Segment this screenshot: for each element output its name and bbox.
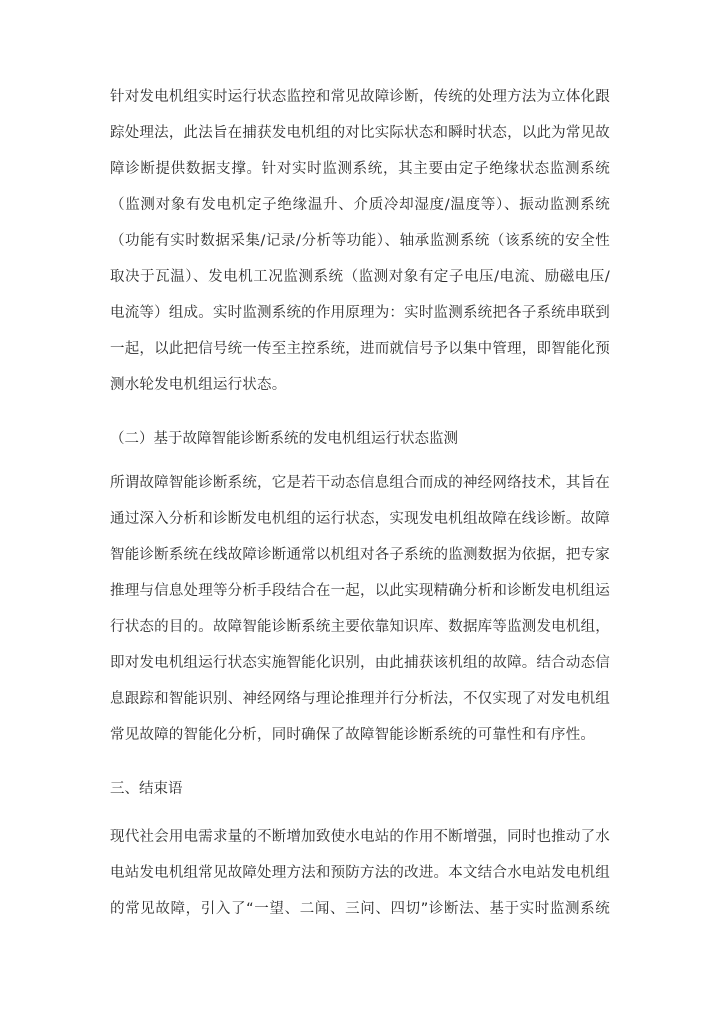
paragraph-line: 针对发电机组实时运行状态监控和常见故障诊断，传统的处理方法为立体化跟 (110, 89, 610, 105)
section-heading-conclusion: 三、结束语 (110, 781, 183, 797)
paragraph-line: 电流等）组成。实时监测系统的作用原理为：实时监测系统把各子系统串联到 (110, 305, 610, 321)
paragraph-line: 踪处理法，此法旨在捕获发电机组的对比实际状态和瞬时状态，以此为常见故 (110, 125, 610, 141)
paragraph-line: 即对发电机组运行状态实施智能化识别，由此捕获该机组的故障。结合动态信 (110, 655, 610, 671)
paragraph-line: 智能诊断系统在线故障诊断通常以机组对各子系统的监测数据为依据，把专家 (110, 547, 610, 563)
paragraph-line: 一起，以此把信号统一传至主控系统，进而就信号予以集中管理，即智能化预 (110, 341, 610, 357)
paragraph-line: 的常见故障，引入了“一望、二闻、三问、四切”诊断法、基于实时监测系统 (110, 901, 610, 917)
paragraph-line: 所谓故障智能诊断系统，它是若干动态信息组合而成的神经网络技术，其旨在 (110, 475, 610, 491)
paragraph-line: （监测对象有发电机定子绝缘温升、介质冷却湿度/温度等）、振动监测系统 (110, 197, 610, 213)
paragraph-line: 息跟踪和智能识别、神经网络与理论推理并行分析法，不仅实现了对发电机组 (110, 691, 610, 707)
paragraph-line: 测水轮发电机组运行状态。 (110, 377, 287, 393)
paragraph-line: 通过深入分析和诊断发电机组的运行状态，实现发电机组故障在线诊断。故障 (110, 511, 610, 527)
paragraph-line: 电站发电机组常见故障处理方法和预防方法的改进。本文结合水电站发电机组 (110, 865, 610, 881)
paragraph-line: 现代社会用电需求量的不断增加致使水电站的作用不断增强，同时也推动了水 (110, 829, 610, 845)
paragraph-line: 推理与信息处理等分析手段结合在一起，以此实现精确分析和诊断发电机组运 (110, 583, 610, 599)
section-heading-fault-diagnosis: （二）基于故障智能诊断系统的发电机组运行状态监测 (110, 431, 458, 447)
paragraph-line: 障诊断提供数据支撑。针对实时监测系统，其主要由定子绝缘状态监测系统 (110, 161, 610, 177)
paragraph-line: （功能有实时数据采集/记录/分析等功能）、轴承监测系统（该系统的安全性 (110, 233, 610, 249)
paragraph-line: 行状态的目的。故障智能诊断系统主要依靠知识库、数据库等监测发电机组， (110, 619, 610, 635)
paragraph-line: 常见故障的智能化分析，同时确保了故障智能诊断系统的可靠性和有序性。 (110, 727, 596, 743)
paragraph-line: 取决于瓦温）、发电机工况监测系统（监测对象有定子电压/电流、励磁电压/ (110, 269, 610, 285)
